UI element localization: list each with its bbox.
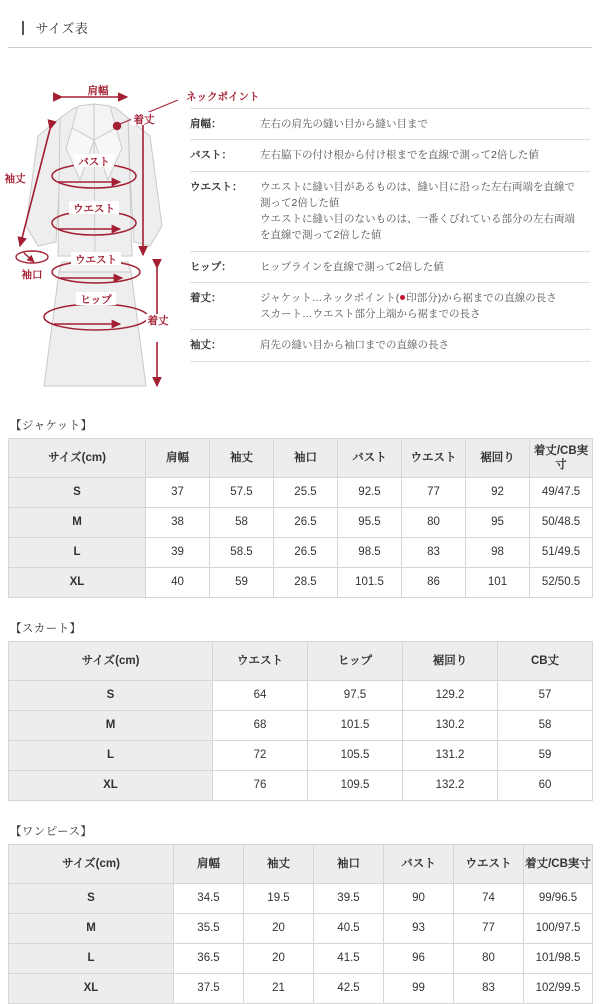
measurement-cell: 99/96.5: [524, 884, 593, 914]
label-bust: バスト: [78, 156, 110, 168]
label-jacket-length: 着丈: [133, 114, 155, 126]
definition-description: [260, 282, 590, 330]
measurement-cell: 101.5: [308, 711, 403, 741]
size-label-cell: L: [9, 741, 213, 771]
table-row: [9, 538, 593, 568]
size-label-cell: S: [9, 681, 213, 711]
skirt-length-measure: [146, 268, 170, 386]
measurement-cell: 101.5: [338, 568, 402, 598]
measurement-cell: 83: [402, 538, 466, 568]
measurement-cell: 49/47.5: [530, 478, 593, 508]
definition-line: ジャケット…ネックポイント( 印部分)から裾までの直線の長さ: [260, 291, 557, 304]
skirt-section-title: 【スカート】: [10, 623, 82, 635]
table-row: [9, 944, 593, 974]
column-header: サイズ(cm): [9, 845, 174, 884]
measurement-cell: 76: [213, 771, 308, 801]
measurement-cell: 40: [146, 568, 210, 598]
measurement-cell: 39: [146, 538, 210, 568]
page-title: サイズ表: [35, 21, 89, 36]
column-header: ウエスト: [402, 439, 466, 478]
measurement-cell: 77: [454, 914, 524, 944]
dress-section-title: 【ワンピース】: [10, 826, 93, 838]
table-header-row: [9, 642, 593, 681]
column-header: サイズ(cm): [9, 439, 146, 478]
measurement-cell: 95.5: [338, 508, 402, 538]
size-label-cell: XL: [9, 974, 174, 1004]
measurement-cell: 21: [244, 974, 314, 1004]
dress-size-table: [8, 844, 593, 1004]
size-label-cell: XL: [9, 771, 213, 801]
jacket-shape: [26, 104, 162, 256]
measurement-cell: 52/50.5: [530, 568, 593, 598]
measurement-cell: 59: [498, 741, 593, 771]
definition-row: [190, 140, 590, 171]
measurement-cell: 57: [498, 681, 593, 711]
definition-line: 左右脇下の付け根から付け根までを直線で測って2倍した値: [260, 149, 539, 162]
measurement-cell: 80: [454, 944, 524, 974]
measurement-cell: 129.2: [403, 681, 498, 711]
definition-term: ヒップ：: [190, 260, 232, 273]
measurement-cell: 26.5: [274, 538, 338, 568]
definition-term: 着丈：: [190, 291, 222, 304]
measurement-cell: 101: [466, 568, 530, 598]
measurement-cell: 28.5: [274, 568, 338, 598]
cuff-measure: [16, 251, 48, 281]
skirt-table-head: [9, 642, 593, 681]
column-header: CB丈: [498, 642, 593, 681]
measurement-cell: 98.5: [338, 538, 402, 568]
label-shoulder-width: 肩幅: [87, 85, 109, 97]
definition-line: を直線で測って2倍した値: [260, 229, 382, 242]
label-hip: ヒップ: [80, 294, 112, 306]
measurement-cell: 57.5: [210, 478, 274, 508]
column-header: 袖丈: [210, 439, 274, 478]
definition-term: ウエスト：: [190, 180, 243, 193]
dress-size-section: [8, 823, 592, 1004]
label-waist-jacket: ウエスト: [73, 203, 115, 215]
label-waist-skirt: ウエスト: [75, 254, 117, 266]
size-label-cell: S: [9, 478, 146, 508]
definition-line: ウエストに縫い目のないものは、一番くびれている部分の左右両端: [260, 213, 575, 226]
measurement-cell: 34.5: [174, 884, 244, 914]
measurement-cell: 86: [402, 568, 466, 598]
measurement-cell: 60: [498, 771, 593, 801]
table-row: [9, 568, 593, 598]
definition-description: [260, 171, 590, 251]
measurement-cell: 97.5: [308, 681, 403, 711]
dress-table-head: [9, 845, 593, 884]
neck-point-dot-icon: [400, 295, 405, 300]
column-header: ウエスト: [213, 642, 308, 681]
skirt-table-body: [9, 681, 593, 801]
measurement-cell: 80: [402, 508, 466, 538]
measurement-cell: 101/98.5: [524, 944, 593, 974]
definition-row: [190, 171, 590, 251]
label-skirt-length: 着丈: [147, 315, 169, 327]
table-header-row: [9, 439, 593, 478]
measurement-cell: 102/99.5: [524, 974, 593, 1004]
size-label-cell: XL: [9, 568, 146, 598]
dress-table-body: [9, 884, 593, 1004]
skirt-size-table: [8, 641, 593, 801]
measurement-cell: 38: [146, 508, 210, 538]
garment-illustration: [0, 56, 196, 401]
measurement-cell: 58: [210, 508, 274, 538]
table-row: [9, 711, 593, 741]
definition-term: 袖丈：: [190, 339, 222, 352]
measurement-cell: 50/48.5: [530, 508, 593, 538]
measurement-cell: 105.5: [308, 741, 403, 771]
size-label-cell: S: [9, 884, 174, 914]
measurement-cell: 92: [466, 478, 530, 508]
size-label-cell: L: [9, 538, 146, 568]
measurement-cell: 77: [402, 478, 466, 508]
measurement-cell: 51/49.5: [530, 538, 593, 568]
measurement-cell: 58: [498, 711, 593, 741]
size-label-cell: M: [9, 914, 174, 944]
measurement-cell: 95: [466, 508, 530, 538]
column-header: 袖口: [314, 845, 384, 884]
measurement-cell: 98: [466, 538, 530, 568]
measurement-cell: 109.5: [308, 771, 403, 801]
measurement-cell: 96: [384, 944, 454, 974]
column-header: 裾回り: [403, 642, 498, 681]
measurement-cell: 93: [384, 914, 454, 944]
column-header: 袖口: [274, 439, 338, 478]
size-label-cell: M: [9, 508, 146, 538]
jacket-table-body: [9, 478, 593, 598]
label-cuff: 袖口: [21, 269, 43, 281]
definition-term: バスト：: [190, 149, 232, 162]
size-label-cell: L: [9, 944, 174, 974]
measurement-cell: 40.5: [314, 914, 384, 944]
shoulder-width-measure: [62, 83, 127, 97]
title-accent-bar: [22, 21, 24, 35]
column-header: ウエスト: [454, 845, 524, 884]
measurement-cell: 83: [454, 974, 524, 1004]
jacket-size-section: [8, 417, 592, 598]
definition-term: 肩幅：: [190, 118, 222, 130]
definition-row: [190, 109, 590, 140]
table-row: [9, 914, 593, 944]
measurement-cell: 20: [244, 914, 314, 944]
measurement-cell: 41.5: [314, 944, 384, 974]
measurement-cell: 64: [213, 681, 308, 711]
column-header: 着丈/CB実寸: [530, 439, 593, 478]
definition-line: 測って2倍した値: [260, 196, 340, 209]
table-row: [9, 508, 593, 538]
column-header: ヒップ: [308, 642, 403, 681]
measurement-cell: 37: [146, 478, 210, 508]
column-header: 肩幅: [174, 845, 244, 884]
definition-row: [190, 251, 590, 282]
label-sleeve-length: 袖丈: [4, 173, 26, 185]
definition-rows: [190, 109, 590, 362]
column-header: バスト: [384, 845, 454, 884]
definition-description: [260, 251, 590, 282]
measurement-cell: 90: [384, 884, 454, 914]
measurement-cell: 72: [213, 741, 308, 771]
measurement-cell: 68: [213, 711, 308, 741]
measurement-cell: 130.2: [403, 711, 498, 741]
table-row: [9, 681, 593, 711]
definition-line: ヒップラインを直線で測って2倍した値: [260, 260, 444, 273]
jacket-size-table: [8, 438, 593, 598]
measurement-definition-list: [190, 108, 590, 362]
table-header-row: [9, 845, 593, 884]
column-header: 裾回り: [466, 439, 530, 478]
definition-row: [190, 282, 590, 330]
measurement-cell: 36.5: [174, 944, 244, 974]
definition-description: [260, 140, 590, 171]
column-header: 肩幅: [146, 439, 210, 478]
definition-line: 左右の肩先の縫い目から縫い目まで: [260, 118, 428, 130]
table-row: [9, 771, 593, 801]
jacket-section-title: 【ジャケット】: [10, 420, 93, 432]
definition-line: スカート…ウエスト部分上端から裾までの長さ: [260, 308, 481, 321]
measurement-cell: 39.5: [314, 884, 384, 914]
size-label-cell: M: [9, 711, 213, 741]
table-row: [9, 741, 593, 771]
jacket-table-head: [9, 439, 593, 478]
measurement-cell: 99: [384, 974, 454, 1004]
measurement-cell: 25.5: [274, 478, 338, 508]
definition-description: [260, 109, 590, 140]
column-header: バスト: [338, 439, 402, 478]
measurement-cell: 20: [244, 944, 314, 974]
label-neck-point: ネックポイント: [186, 91, 260, 103]
table-row: [9, 478, 593, 508]
measurement-cell: 92.5: [338, 478, 402, 508]
column-header: 袖丈: [244, 845, 314, 884]
column-header: 着丈/CB実寸: [524, 845, 593, 884]
measurement-cell: 19.5: [244, 884, 314, 914]
definition-line: ウエストに縫い目があるものは、縫い目に沿った左右両端を直線で: [260, 180, 575, 193]
definition-description: [260, 330, 590, 361]
measurement-cell: 74: [454, 884, 524, 914]
measurement-cell: 42.5: [314, 974, 384, 1004]
definition-row: [190, 330, 590, 361]
measurement-cell: 100/97.5: [524, 914, 593, 944]
table-row: [9, 974, 593, 1004]
measurement-cell: 59: [210, 568, 274, 598]
column-header: サイズ(cm): [9, 642, 213, 681]
measurement-cell: 37.5: [174, 974, 244, 1004]
measurement-cell: 131.2: [403, 741, 498, 771]
definition-line: 肩先の縫い目から袖口までの直線の長さ: [260, 339, 449, 352]
measurement-cell: 132.2: [403, 771, 498, 801]
measurement-diagram-section: [0, 56, 600, 401]
table-row: [9, 884, 593, 914]
measurement-cell: 26.5: [274, 508, 338, 538]
skirt-size-section: [8, 620, 592, 801]
page-header: [8, 0, 592, 48]
measurement-cell: 35.5: [174, 914, 244, 944]
measurement-cell: 58.5: [210, 538, 274, 568]
